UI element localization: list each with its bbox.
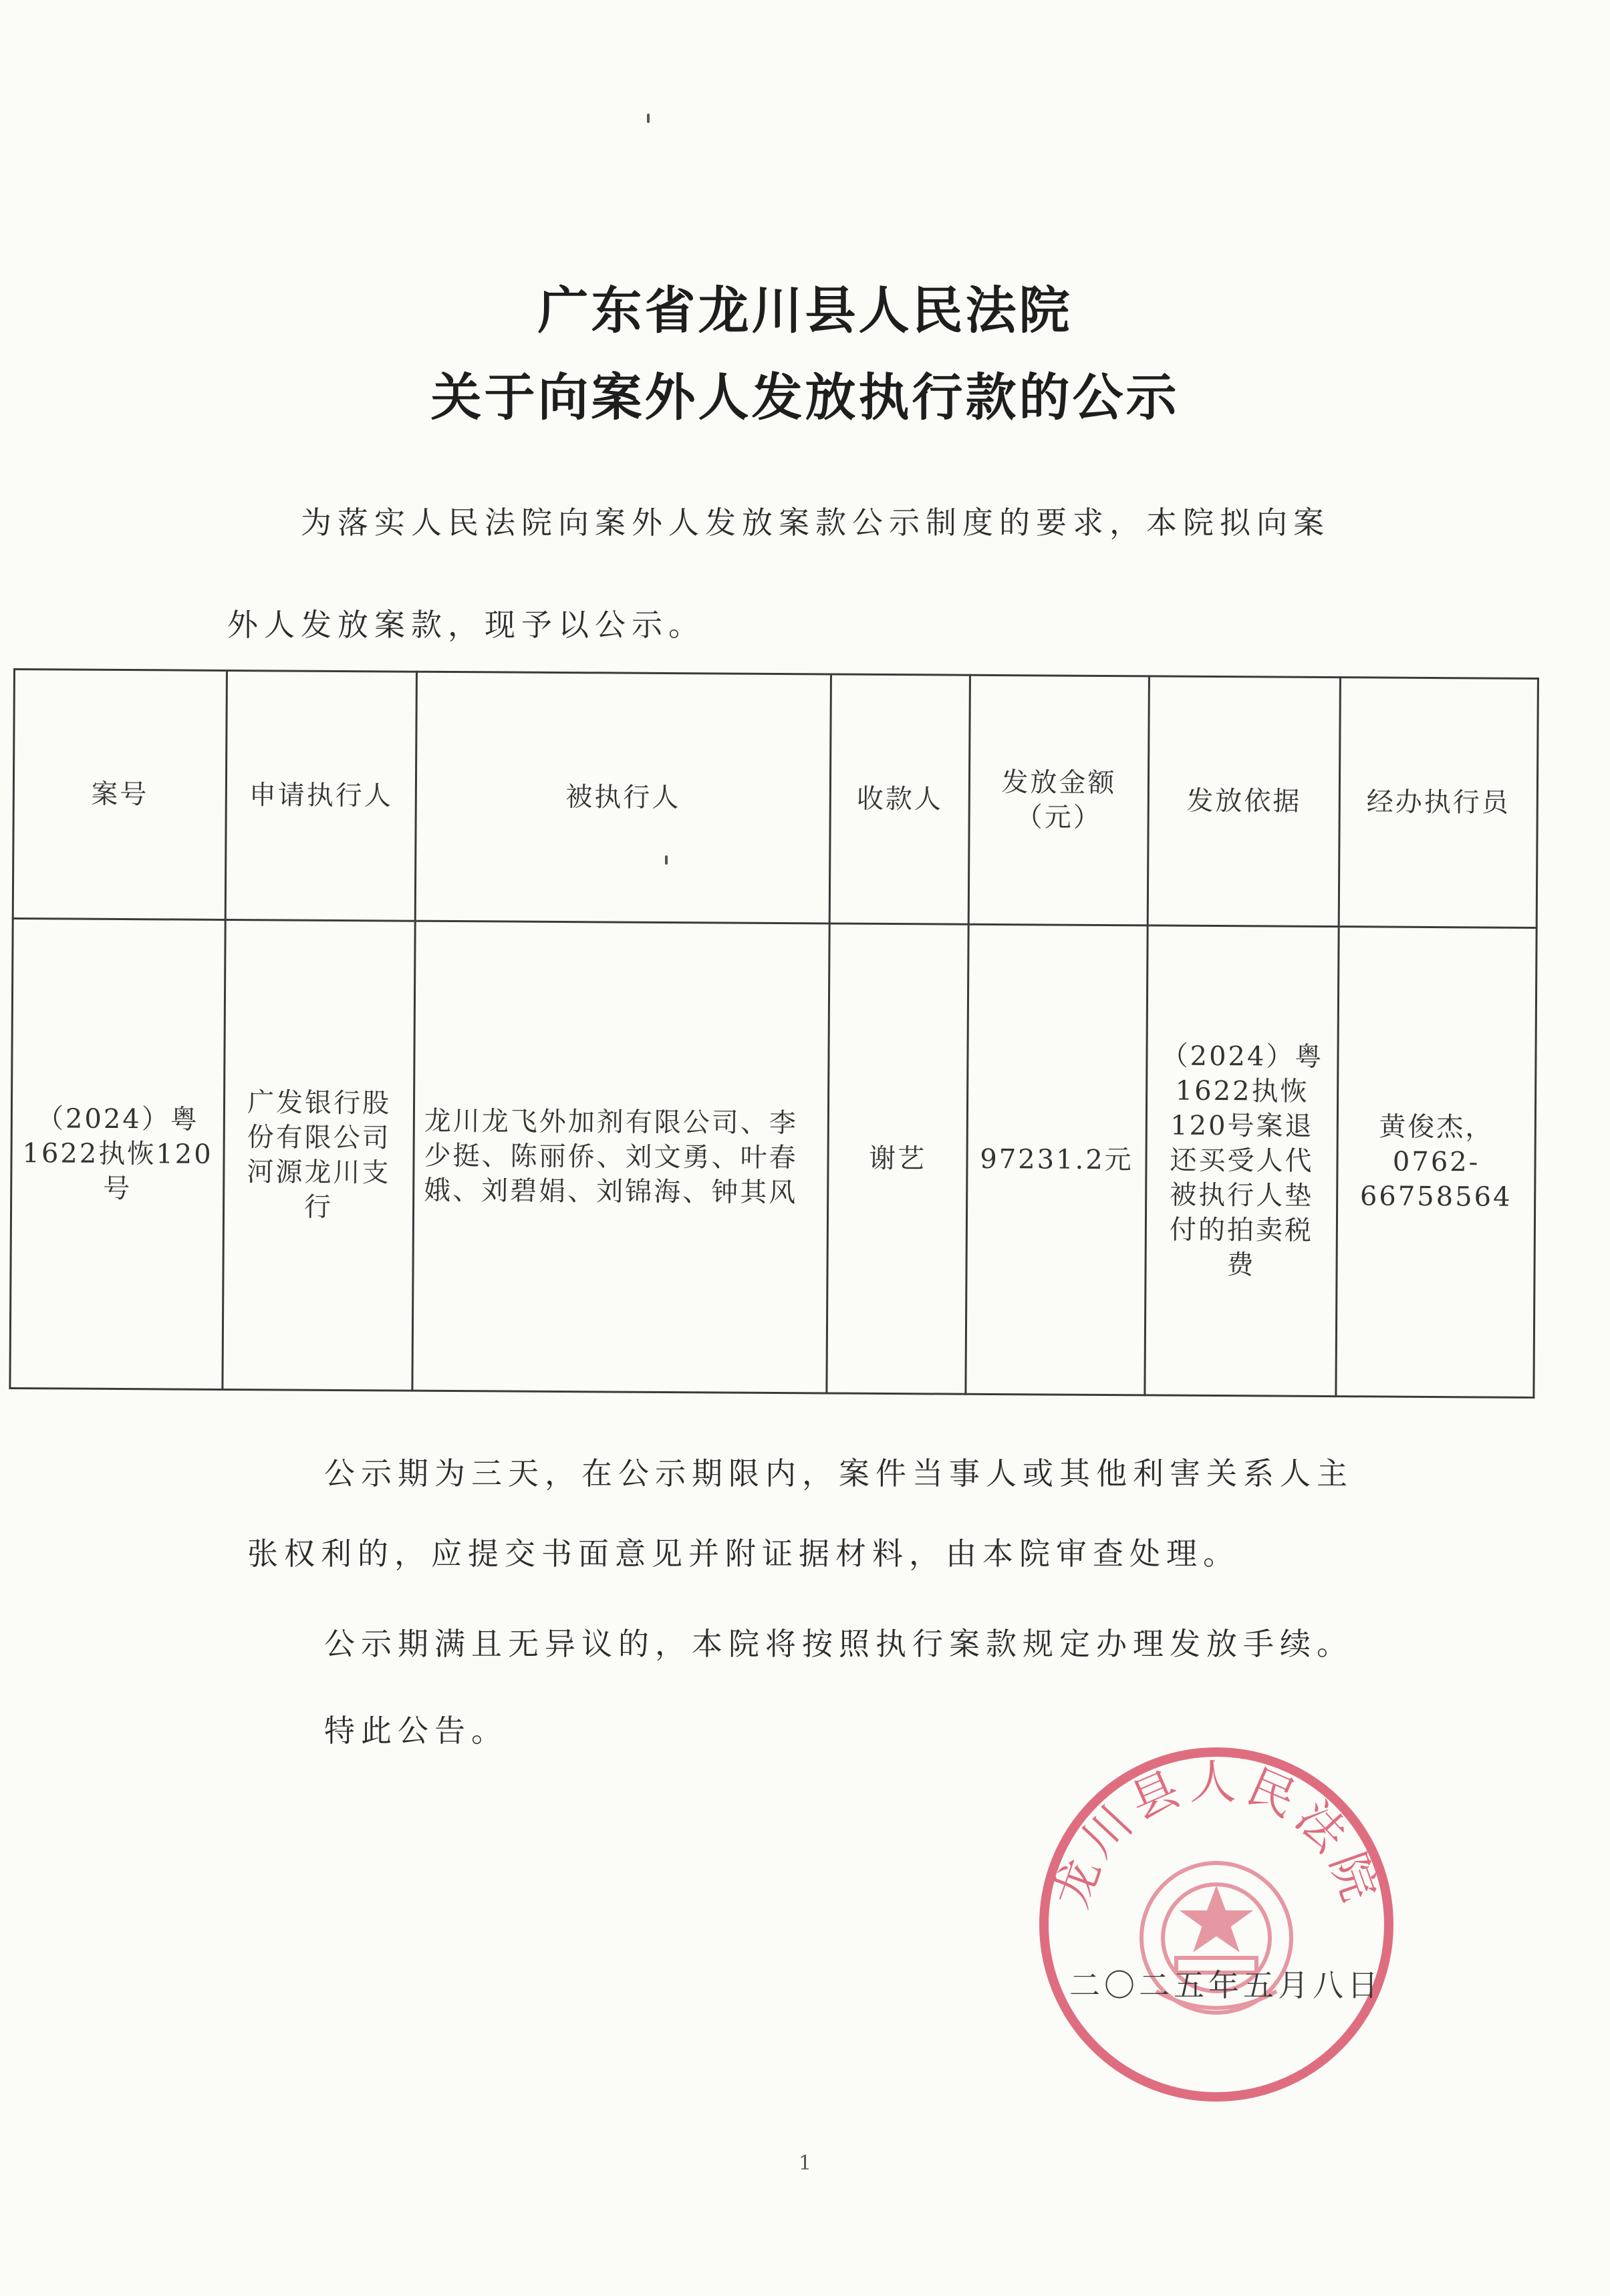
title-line-1: 广东省龙川县人民法院 — [537, 281, 1073, 340]
header-respondents: 被执行人 — [415, 672, 831, 923]
court-seal — [1029, 1737, 1403, 2112]
table-header-row — [13, 670, 1538, 928]
header-case-no: 案号 — [13, 670, 227, 920]
header-officer: 经办执行员 — [1339, 678, 1538, 928]
cell-payee: 谢艺 — [827, 923, 968, 1394]
header-basis: 发放依据 — [1148, 676, 1340, 927]
scan-speck — [647, 114, 650, 123]
cell-respondents: 龙川龙飞外加剂有限公司、李少挺、陈丽侨、刘文勇、叶春娥、刘碧娟、刘锦海、钟其风 — [412, 921, 829, 1393]
header-applicant: 申请执行人 — [225, 670, 416, 921]
header-amount: 发放金额（元） — [968, 675, 1149, 925]
closing-line-4: 特此公告。 — [324, 1713, 508, 1749]
cell-applicant: 广发银行股份有限公司河源龙川支行 — [223, 919, 415, 1391]
intro-line-1: 为落实人民法院向案外人发放案款公示制度的要求，本院拟向案 — [301, 505, 1330, 541]
title-line-2: 关于向案外人发放执行款的公示 — [430, 368, 1180, 427]
seal-text: 龙川县人民法院 — [1043, 1755, 1389, 1914]
closing-line-3: 公示期满且无异议的，本院将按照执行案款规定办理发放手续。 — [324, 1626, 1353, 1662]
document-title — [0, 267, 1610, 441]
closing-line-2: 张权利的，应提交书面意见并附证据材料，由本院审查处理。 — [247, 1536, 1240, 1572]
cell-basis: （2024）粤1622执恢120号案退还买受人代被执行人垫付的拍卖税费 — [1145, 925, 1339, 1397]
issue-date: 二〇二五年五月八日 — [1069, 1967, 1382, 2003]
table-row — [10, 919, 1536, 1398]
cell-amount: 97231.2元 — [966, 924, 1148, 1395]
header-payee: 收款人 — [829, 674, 970, 924]
intro-line-2: 外人发放案款，现予以公示。 — [227, 607, 705, 643]
closing-line-1: 公示期为三天，在公示期限内，案件当事人或其他利害关系人主 — [324, 1455, 1353, 1491]
cell-case-no: （2024）粤1622执恢120号 — [10, 919, 225, 1390]
page-number: 1 — [798, 2152, 812, 2175]
cell-officer: 黄俊杰，0762-66758564 — [1336, 927, 1536, 1398]
notice-table — [9, 668, 1539, 1399]
